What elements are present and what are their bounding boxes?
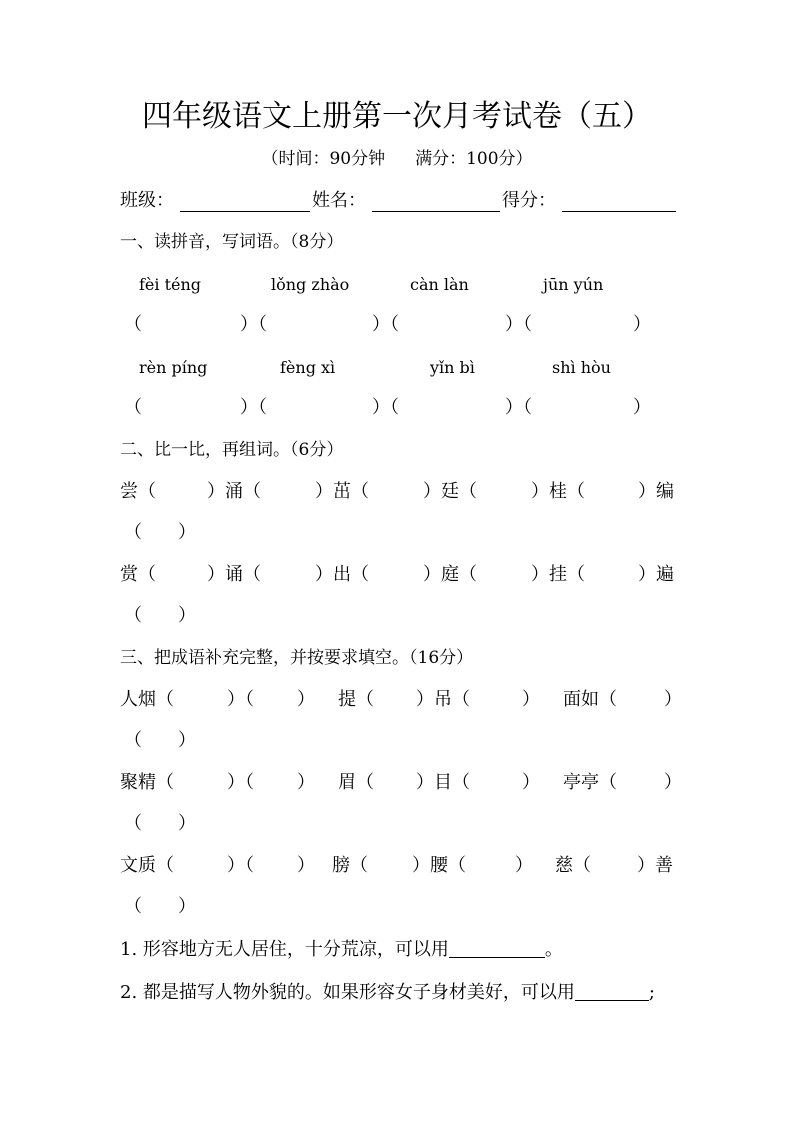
idiom-part[interactable]: ） bbox=[522, 689, 540, 710]
pinyin-item: yǐn bì bbox=[430, 358, 475, 377]
compare-item[interactable]: 尝（ bbox=[120, 481, 156, 502]
idiom-wrap[interactable]: （ ） bbox=[124, 896, 196, 917]
full-score: 满分：100分） bbox=[415, 149, 533, 169]
class-blank[interactable] bbox=[180, 211, 310, 212]
compare-wrap[interactable]: （ ） bbox=[124, 605, 196, 626]
question-1-end: 。 bbox=[544, 939, 563, 960]
question-2-end: ; bbox=[648, 982, 655, 1003]
name-label: 姓名： bbox=[312, 190, 366, 211]
answer-paren[interactable]: ）（ bbox=[240, 397, 267, 418]
idiom-part[interactable]: ）腰（ bbox=[412, 855, 466, 876]
answer-paren[interactable]: （ bbox=[124, 314, 142, 335]
time-limit: （时间：90分钟 bbox=[261, 149, 386, 169]
class-label: 班级： bbox=[120, 190, 174, 211]
compare-item[interactable]: ）廷（ bbox=[423, 481, 477, 502]
score-blank[interactable] bbox=[562, 211, 676, 212]
question-2 bbox=[120, 980, 676, 1006]
pinyin-item: rèn píng bbox=[139, 358, 208, 377]
compare-item[interactable]: ）庭（ bbox=[423, 564, 477, 585]
idiom-part[interactable]: ） bbox=[297, 772, 315, 793]
idiom-part[interactable]: ） bbox=[522, 772, 540, 793]
answer-paren[interactable]: （ bbox=[124, 397, 142, 418]
question-2-blank[interactable] bbox=[575, 980, 649, 1001]
compare-item[interactable]: ）茁（ bbox=[315, 481, 369, 502]
score-label: 得分： bbox=[502, 190, 556, 211]
compare-item[interactable]: ）遍 bbox=[638, 564, 674, 585]
pinyin-item: càn làn bbox=[410, 275, 469, 294]
answer-paren[interactable]: ）（ bbox=[372, 314, 399, 335]
idiom-part[interactable]: 提（ bbox=[338, 689, 374, 710]
compare-item[interactable]: ）出（ bbox=[315, 564, 369, 585]
section-2-heading: 二、比一比，再组词。（6分） bbox=[120, 440, 344, 460]
idiom-part[interactable]: ） bbox=[297, 855, 315, 876]
idiom-part[interactable]: ） bbox=[515, 855, 533, 876]
compare-item[interactable]: ）桂（ bbox=[531, 481, 585, 502]
idiom-part[interactable]: 慈（ bbox=[555, 855, 591, 876]
compare-wrap[interactable]: （ ） bbox=[124, 522, 196, 543]
pinyin-item: jūn yún bbox=[543, 275, 604, 294]
compare-item[interactable]: 赏（ bbox=[120, 564, 156, 585]
exam-subtitle bbox=[0, 146, 794, 172]
question-1-blank[interactable] bbox=[449, 937, 545, 958]
compare-item[interactable]: ）涌（ bbox=[207, 481, 261, 502]
compare-item[interactable]: ）编 bbox=[638, 481, 674, 502]
section-3-heading: 三、把成语补充完整，并按要求填空。（16分） bbox=[120, 648, 474, 668]
pinyin-item: fèng xì bbox=[280, 358, 336, 377]
idiom-part[interactable]: ） bbox=[664, 689, 682, 710]
idiom-part[interactable]: 聚精（ bbox=[120, 772, 174, 793]
pinyin-item: fèi téng bbox=[139, 275, 202, 294]
answer-paren[interactable]: ）（ bbox=[505, 314, 532, 335]
idiom-wrap[interactable]: （ ） bbox=[124, 730, 196, 751]
compare-item[interactable]: ）挂（ bbox=[531, 564, 585, 585]
idiom-part[interactable]: ）（ bbox=[227, 855, 254, 876]
question-1-text: 1. 形容地方无人居住，十分荒凉，可以用 bbox=[120, 939, 449, 960]
pinyin-item: shì hòu bbox=[552, 358, 611, 377]
compare-item[interactable]: ）诵（ bbox=[207, 564, 261, 585]
answer-paren[interactable]: ）（ bbox=[240, 314, 267, 335]
idiom-part[interactable]: 面如（ bbox=[563, 689, 617, 710]
idiom-part[interactable]: ）目（ bbox=[416, 772, 470, 793]
idiom-part[interactable]: 眉（ bbox=[338, 772, 374, 793]
idiom-part[interactable]: ）（ bbox=[227, 689, 254, 710]
student-info-row bbox=[120, 188, 676, 216]
name-blank[interactable] bbox=[372, 211, 500, 212]
idiom-part[interactable]: 人烟（ bbox=[120, 689, 174, 710]
question-2-text: 2. 都是描写人物外貌的。如果形容女子身材美好，可以用 bbox=[120, 982, 575, 1003]
answer-paren[interactable]: ） bbox=[633, 397, 651, 418]
pinyin-item: lǒng zhào bbox=[271, 275, 350, 294]
answer-paren[interactable]: ）（ bbox=[505, 397, 532, 418]
question-1 bbox=[120, 937, 676, 963]
idiom-part[interactable]: 膀（ bbox=[332, 855, 368, 876]
idiom-part[interactable]: ）善 bbox=[637, 855, 673, 876]
answer-paren[interactable]: ）（ bbox=[372, 397, 399, 418]
page-title: 四年级语文上册第一次月考试卷（五） bbox=[142, 99, 652, 134]
idiom-part[interactable]: 亭亭（ bbox=[563, 772, 617, 793]
idiom-part[interactable]: ）（ bbox=[227, 772, 254, 793]
answer-paren[interactable]: ） bbox=[633, 314, 651, 335]
section-1-heading: 一、读拼音，写词语。（8分） bbox=[120, 232, 344, 252]
idiom-wrap[interactable]: （ ） bbox=[124, 813, 196, 834]
idiom-part[interactable]: 文质（ bbox=[120, 855, 174, 876]
idiom-part[interactable]: ） bbox=[297, 689, 315, 710]
idiom-part[interactable]: ）吊（ bbox=[416, 689, 470, 710]
idiom-part[interactable]: ） bbox=[664, 772, 682, 793]
